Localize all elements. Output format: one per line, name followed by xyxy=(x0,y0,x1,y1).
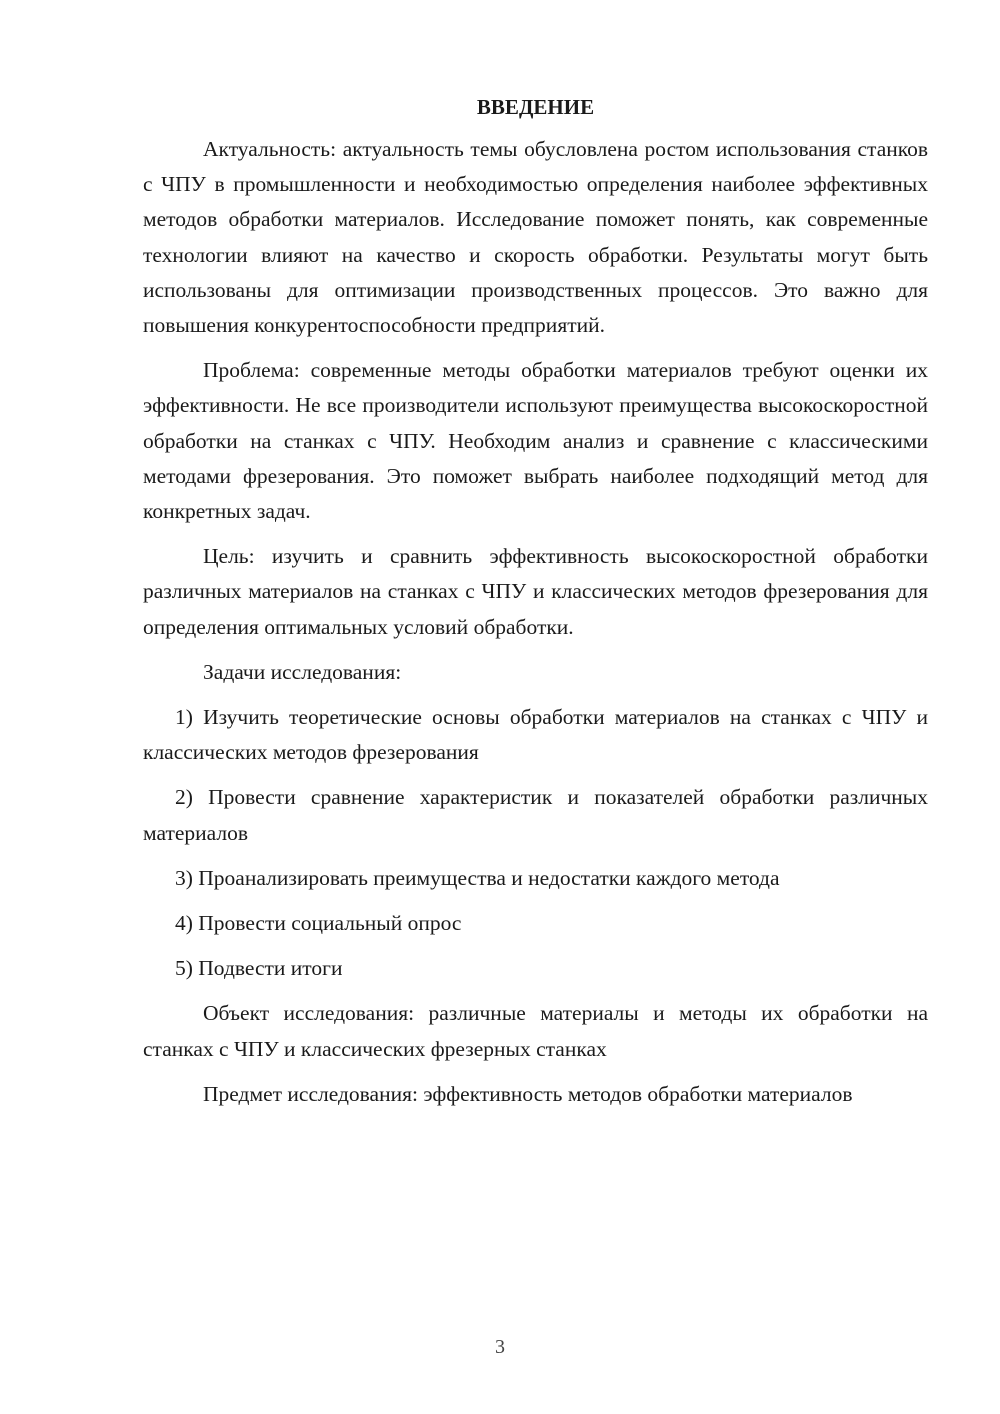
paragraph-object: Объект исследования: различные материалы и методы их обработки на станках с ЧПУ и классических фрезерных станках xyxy=(143,1001,928,1061)
task-item-1: 1) Изучить теоретические основы обработки материалов на станках с ЧПУ и классических методов фрезерования xyxy=(143,705,928,765)
task-item-2: 2) Провести сравнение характеристик и показателей обработки различных материалов xyxy=(143,785,928,845)
task-item-3: 3) Проанализировать преимущества и недостатки каждого метода xyxy=(175,865,780,890)
paragraph-subject: Предмет исследования: эффективность методов обработки материалов xyxy=(203,1081,853,1106)
paragraph-relevance: Актуальность: актуальность темы обусловлена ростом использования станков с ЧПУ в промышленности и необходимостью определения наиболее эффективных методов обработки материалов. Исследование поможет понять, как современные технологии влияют на качество и скорость обработки. Результаты могут быть использованы для оптимизации производственных процессов. Это важно для повышения конкурентоспособности предприятий. xyxy=(143,137,928,338)
document-page xyxy=(143,90,928,1122)
page-number: 3 xyxy=(495,1336,505,1358)
document-title: ВВЕДЕНИЕ xyxy=(476,95,595,119)
tasks-heading: Задачи исследования: xyxy=(203,659,402,684)
paragraph-goal: Цель: изучить и сравнить эффективность высокоскоростной обработки различных материалов на станках с ЧПУ и классических методов фрезерования для определения оптимальных условий обработки. xyxy=(143,544,928,639)
paragraph-problem: Проблема: современные методы обработки материалов требуют оценки их эффективности. Не все производители используют преимущества высокоскоростной обработки на станках с ЧПУ. Необходим анализ и сравнение с классическими методами фрезерования. Это поможет выбрать наиболее подходящий метод для конкретных задач. xyxy=(143,358,928,524)
task-item-4: 4) Провести социальный опрос xyxy=(175,911,462,936)
task-item-5: 5) Подвести итоги xyxy=(175,956,343,981)
